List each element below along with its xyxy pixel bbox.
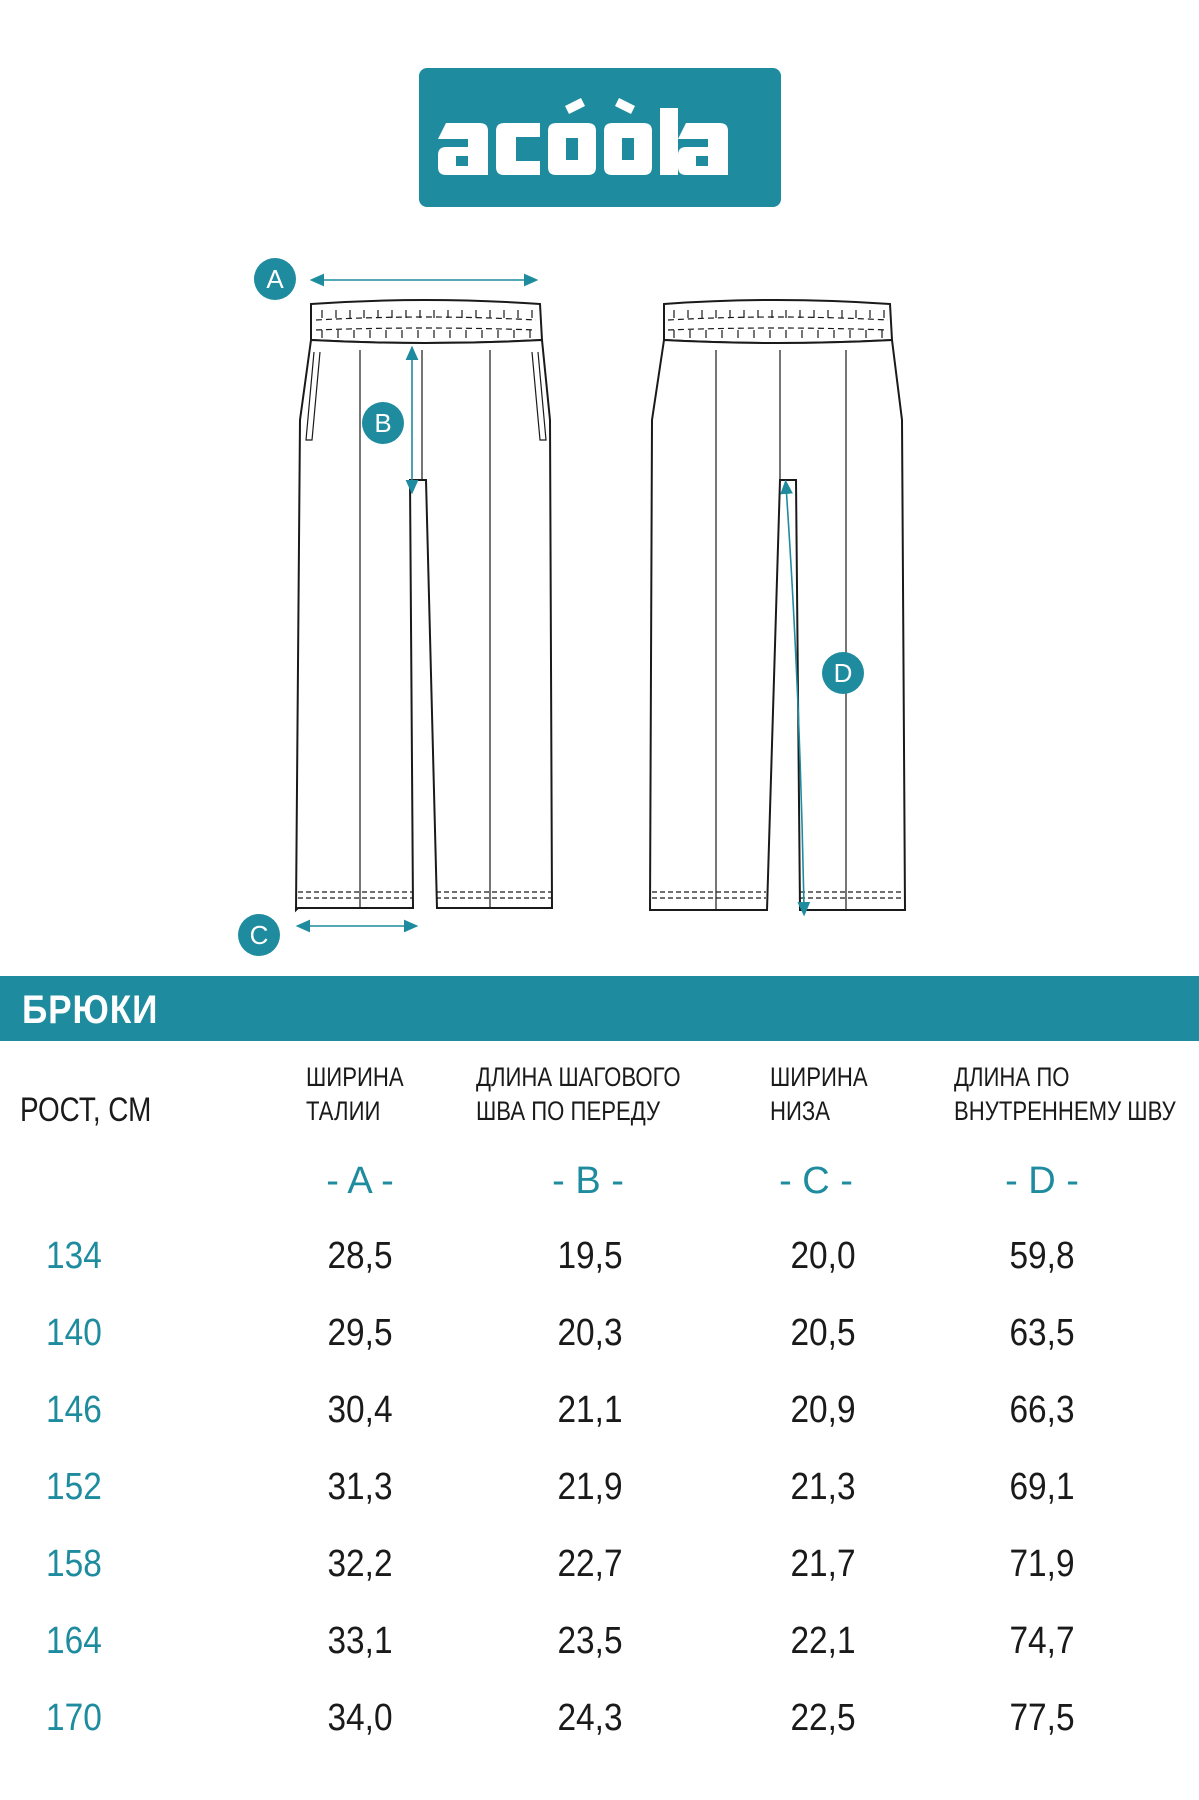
col-c-letter: - C - (779, 1160, 853, 1202)
col-b-header (476, 1060, 681, 1128)
pants-diagram (0, 240, 1199, 960)
value-a-cell: 28,5 (327, 1235, 393, 1277)
table-row (0, 1688, 1199, 1748)
height-cell: 146 (46, 1389, 102, 1431)
col-b-letter: - B - (552, 1160, 624, 1202)
value-a-cell: 31,3 (327, 1466, 393, 1508)
value-b-cell: 23,5 (557, 1620, 623, 1662)
value-a-cell: 33,1 (327, 1620, 393, 1662)
table-row (0, 1226, 1199, 1286)
callout-c: C (238, 914, 280, 956)
front-legs (296, 340, 552, 910)
value-c-cell: 22,5 (790, 1697, 856, 1739)
value-c-cell: 21,3 (790, 1466, 856, 1508)
height-cell: 134 (46, 1235, 102, 1277)
back-waistband (664, 300, 892, 343)
pants-technical-drawing (0, 240, 1199, 960)
value-a-cell: 32,2 (327, 1543, 393, 1585)
height-cell: 152 (46, 1466, 102, 1508)
value-b-cell: 21,9 (557, 1466, 623, 1508)
brand-logo (419, 68, 781, 207)
value-a-cell: 34,0 (327, 1697, 393, 1739)
brand-logo-wordmark (419, 68, 781, 207)
col-a-letter: - A - (326, 1160, 394, 1202)
col-a-header-line2: ТАЛИИ (306, 1096, 381, 1126)
col-b-header-line2: ШВА ПО ПЕРЕДУ (476, 1096, 661, 1126)
col-d-header-line2: ВНУТРЕННЕМУ ШВУ (954, 1096, 1176, 1126)
col-d-header-line1: ДЛИНА ПО (954, 1062, 1070, 1092)
value-d-cell: 77,5 (1009, 1697, 1075, 1739)
col-b-header-line1: ДЛИНА ШАГОВОГО (476, 1062, 681, 1092)
callout-a: A (254, 258, 296, 300)
col-c-header (770, 1060, 868, 1128)
value-b-cell: 20,3 (557, 1312, 623, 1354)
value-c-cell: 20,0 (790, 1235, 856, 1277)
col-c-header-line2: НИЗА (770, 1096, 831, 1126)
col-a-header-line1: ШИРИНА (306, 1062, 404, 1092)
value-b-cell: 19,5 (557, 1235, 623, 1277)
table-title-band (0, 976, 1199, 1041)
table-row (0, 1534, 1199, 1594)
height-cell: 140 (46, 1312, 102, 1354)
back-legs (650, 340, 905, 910)
value-d-cell: 69,1 (1009, 1466, 1075, 1508)
value-d-cell: 66,3 (1009, 1389, 1075, 1431)
table-row (0, 1380, 1199, 1440)
col-a-header (306, 1060, 404, 1128)
value-b-cell: 21,1 (557, 1389, 623, 1431)
value-c-cell: 21,7 (790, 1543, 856, 1585)
value-b-cell: 22,7 (557, 1543, 623, 1585)
value-d-cell: 59,8 (1009, 1235, 1075, 1277)
col-c-header-line1: ШИРИНА (770, 1062, 868, 1092)
height-cell: 158 (46, 1543, 102, 1585)
value-a-cell: 30,4 (327, 1389, 393, 1431)
height-cell: 170 (46, 1697, 102, 1739)
callout-b: B (362, 402, 404, 444)
front-waistband (311, 300, 542, 343)
col-d-letter: - D - (1005, 1160, 1079, 1202)
table-title: БРЮКИ (22, 988, 159, 1032)
value-d-cell: 71,9 (1009, 1543, 1075, 1585)
table-row (0, 1457, 1199, 1517)
row-header-label: РОСТ, СМ (20, 1091, 152, 1129)
col-d-header (954, 1060, 1176, 1128)
table-row (0, 1611, 1199, 1671)
height-cell: 164 (46, 1620, 102, 1662)
value-c-cell: 22,1 (790, 1620, 856, 1662)
value-d-cell: 74,7 (1009, 1620, 1075, 1662)
value-a-cell: 29,5 (327, 1312, 393, 1354)
value-b-cell: 24,3 (557, 1697, 623, 1739)
value-d-cell: 63,5 (1009, 1312, 1075, 1354)
value-c-cell: 20,9 (790, 1389, 856, 1431)
value-c-cell: 20,5 (790, 1312, 856, 1354)
callout-d: D (822, 652, 864, 694)
table-row (0, 1303, 1199, 1363)
